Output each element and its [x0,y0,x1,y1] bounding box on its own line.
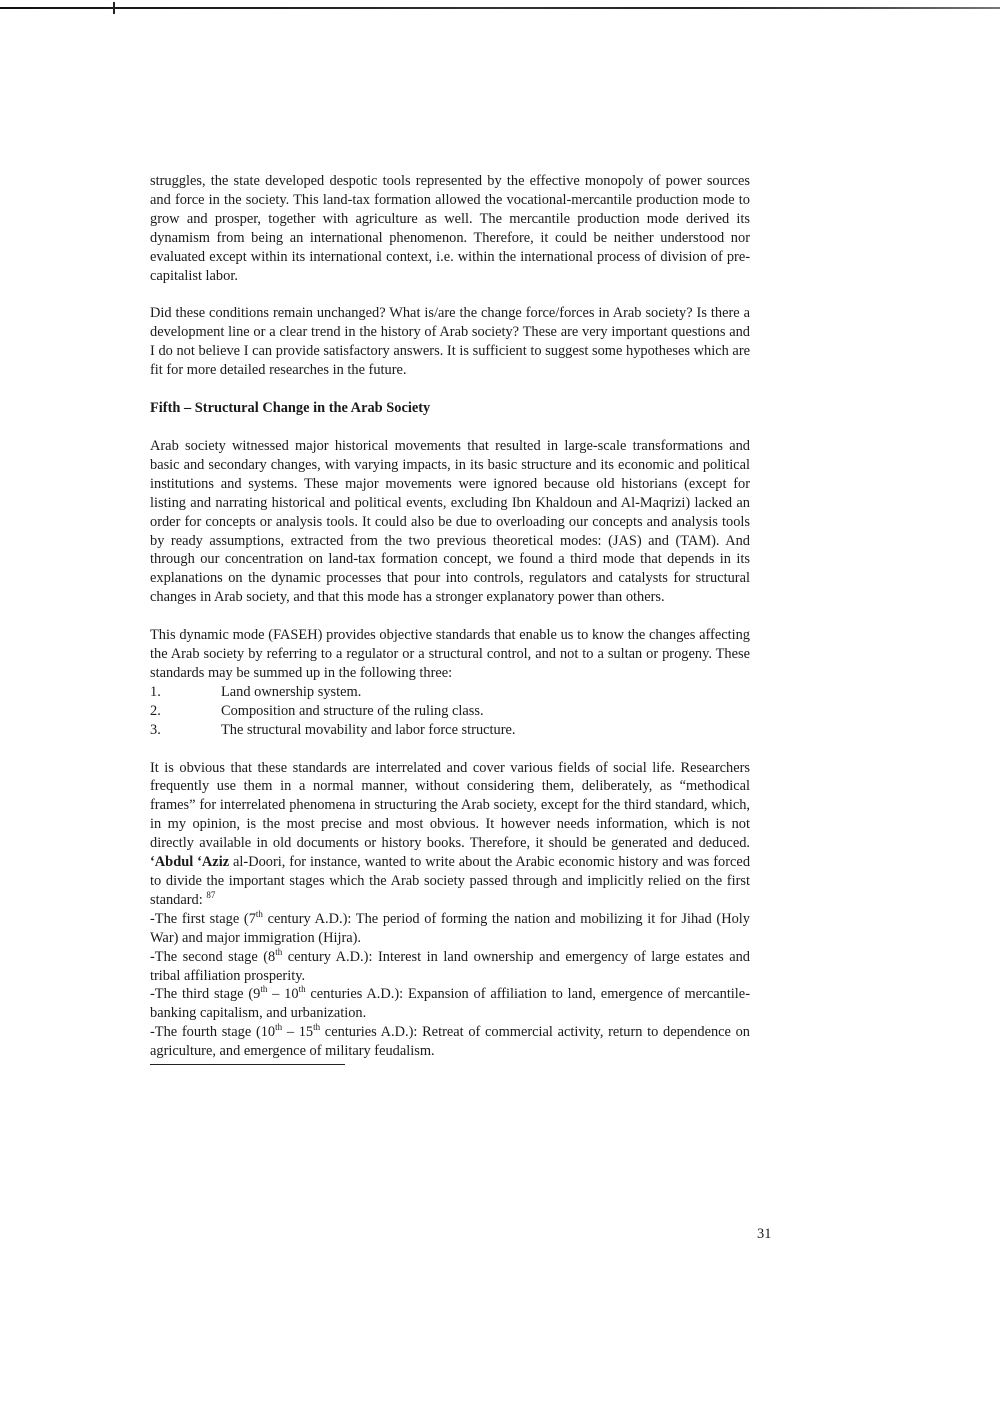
paragraph-text-after-name: al-Doori, for instance, wanted to write about the Arabic economic history and was forced to divide the important stages which the Arab society passed through and implicitly relied on the first standard: [150,854,751,908]
ordinal-suffix: th [275,1022,283,1033]
page-body [150,172,750,1065]
scan-tick-mark [113,2,115,14]
ordinal-suffix: th [313,1022,321,1033]
list-item-number: 1. [150,683,161,700]
list-item-number: 3. [150,721,161,738]
stage-text: – 15 [282,1024,314,1041]
list-item-text: The structural movability and labor force structure. [221,721,516,738]
list-item-number: 2. [150,702,161,719]
stage-text: – 10 [267,986,299,1003]
stage-text: -The fourth stage (10 [150,1024,276,1041]
paragraph-text-before-name: It is obvious that these standards are interrelated and cover various fields of social life. Researchers frequently use them in a normal manner, without considering them, deliberately, as “methodical frames” for interrelated phenomena in structuring the Arab society, except for the third standard, which, in my opinion, is the most precise and most obvious. It however needs information, which is not directly available in old documents or history books. Therefore, it should be generated and deduced. [150,759,750,852]
author-name-bold: ‘Abdul ‘Aziz [150,854,230,871]
stage-text: century A.D.): Interest in land ownership and emergency of large estates and tribal affiliation prosperity. [150,948,750,984]
list-item [150,683,750,702]
list-item-text: Land ownership system. [221,683,362,700]
stage-text: -The third stage (9 [150,986,261,1003]
list-item-text: Composition and structure of the ruling class. [221,702,484,719]
paragraph-questions: Did these conditions remain unchanged? What is/are the change force/forces in Arab society? Is there a development line or a clear trend in the history of Arab society? These are very important questions and I do not believe I can provide satisfactory answers. It is sufficient to suggest some hypotheses which are fit for more detailed researches in the future. [150,305,750,379]
section-heading: Fifth – Structural Change in the Arab Society [150,400,431,417]
stage-text: century A.D.): The period of forming the nation and mobilizing it for Jihad (Holy War) and major immigration (Hijra). [150,910,750,946]
page-number: 31 [757,1226,772,1242]
stage-text: -The first stage (7 [150,910,256,927]
paragraph-standards-discussion [150,759,750,910]
ordinal-suffix: th [260,984,268,995]
paragraph-dynamic-mode: This dynamic mode (FASEH) provides objective standards that enable us to know the changes affecting the Arab society by referring to a regulator or a structural control, and not to a sultan or progeny. These standards may be summed up in the following three: [150,627,750,681]
stage-text: centuries A.D.): Expansion of affiliation to land, emergence of mercantile-banking capitalism, and urbanization. [150,986,750,1022]
footnote-reference: 87 [206,889,216,900]
ordinal-suffix: th [298,984,306,995]
paragraph-historical-movements: Arab society witnessed major historical movements that resulted in large-scale transformations and basic and secondary changes, with varying impacts, in its basic structure and its economic and political institutions and systems. These major movements were ignored because old historians (except for listing and narrating historical and political events, excluding Ibn Khaldoun and Al-Maqrizi) lacked an order for concepts or analysis tools. It could also be due to overloading our concepts and analysis tools by ready assumptions, extracted from the two previous theoretical modes: (JAS) and (TAM). And through our concentration on land-tax formation concept, we found a third mode that depends in its explanations on the dynamic processes that pour into controls, regulators and catalysts for structural changes in Arab society, and that this mode has a stronger explanatory power than others. [150,437,750,606]
stage-item-first [150,910,750,948]
standards-list [150,683,750,740]
scan-top-rule [0,7,1000,9]
stage-text: -The second stage (8 [150,948,276,965]
stage-text: centuries A.D.): Retreat of commercial activity, return to dependence on agriculture, and emergence of military feudalism. [150,1024,750,1060]
ordinal-suffix: th [275,946,283,957]
paragraph-continuation: struggles, the state developed despotic tools represented by the effective monopoly of power sources and force in the society. This land-tax formation allowed the vocational-mercantile production mode to grow and prosper, together with agriculture as well. The mercantile production mode derived its dynamism from being an international phenomenon. Therefore, it could be neither understood nor evaluated except within its international context, i.e. within the international process of division of pre-capitalist labor. [150,173,750,284]
stage-item-fourth [150,1023,750,1061]
list-item [150,721,750,740]
footnote-separator [150,1064,345,1065]
ordinal-suffix: th [255,908,263,919]
list-item [150,702,750,721]
stage-item-second [150,948,750,986]
stage-item-third [150,985,750,1023]
